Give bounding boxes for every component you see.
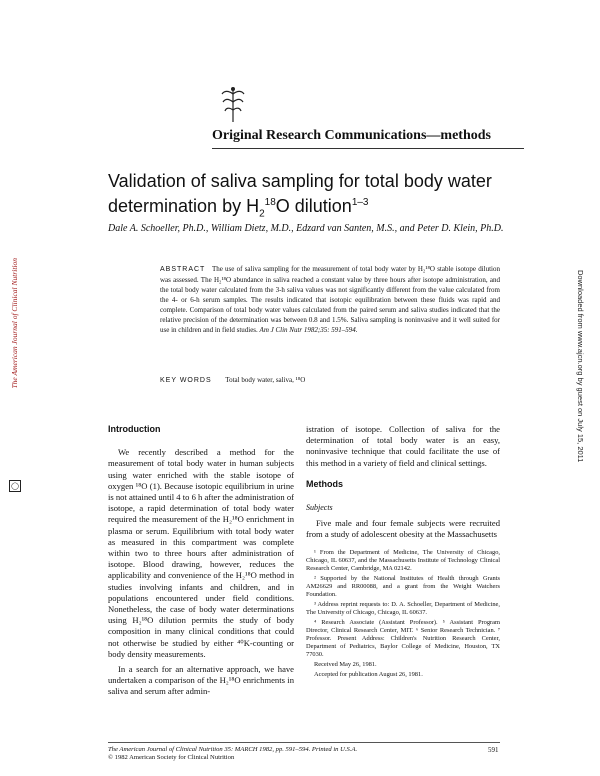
abstract-text: The use of saliva sampling for the measurement of total body water by H₂¹⁸O stable isotope dilution was assessed. The H₂¹⁸O abundance in saliva reached a constant value by three hours after isotope administration, and the total body water calculated from the 3-h saliva values was not significantly different from the value calculated from the 4- or 6-h serum samples. The results indicated that isotopic equilibration between these fluids was rapid and complete. Comparison of total body water values calculated from the paired serum and saliva studies indicated that the relative precision of the determination was between 0.8 and 1.5%. Saliva sampling is noninvasive and it well suited for use in children and in field studies. xyxy=(160,265,501,334)
page-footer xyxy=(108,746,508,762)
footnote: Accepted for publication August 26, 1981. xyxy=(314,670,423,678)
subjects-heading: Subjects xyxy=(306,503,333,513)
title-tail: O dilution xyxy=(275,196,352,216)
footnote: ⁴ Research Associate (Assistant Professor). ⁵ Assistant Program Director, Clinical Research Center, MIT. ⁶ Senior Research Technician. ⁷ Professor. Present Address: Children's Nutrition Research Center, Department of Pediatrics, Baylor College of Medicine, Houston, TX 77030. xyxy=(306,618,500,658)
column-right xyxy=(306,424,500,681)
title-iso-sup: 18 xyxy=(264,197,276,208)
article-title xyxy=(108,170,528,226)
title-refs: 1–3 xyxy=(351,197,369,208)
footnote: ¹ From the Department of Medicine, The University of Chicago, Chicago, IL 60637, and the Massachusetts Institute of Technology Clinical Research Center, Cambridge, MA 02142. xyxy=(306,548,500,572)
intro-continuation: istration of isotope. Collection of saliva for the determination of total body water is an easy, noninvasive technique that could facilitate the use of this method in a variety of field and clinical settings. xyxy=(306,424,500,468)
intro-paragraph: We recently described a method for the measurement of total body water in human subjects using water enriched with the stable isotope of oxygen ¹⁸O (1). Because isotopic equilibrium in urine is not attained until 4 to 6 h after the administration of isotope, a rapid determination of total body water required the measurement of the H₂¹⁸O enrichment in plasma or serum. Equilibrium with total body water as measured in this compartment was complete within two to three hours after administration of isotope. Blood drawing, however, reduces the applicability and convenience of the H₂¹⁸O method in studies involving infants and children, and in populations encountered under field conditions. Nonetheless, the case of body water determinations using H₂¹⁸O dilution permits the study of body composition in many clinical conditions that could not otherwise be studied by either ⁴⁰K-counting or body density measurements. xyxy=(108,447,294,659)
title-main: Validation of saliva sampling for total body water determination by H xyxy=(108,171,492,216)
footnote: Received May 26, 1981. xyxy=(314,660,377,668)
footnote: ² Supported by the National Institutes of Health through Grants AM26629 and RR00088, and a grant from the Weight Watchers Foundation. xyxy=(306,574,500,598)
introduction-heading: Introduction xyxy=(108,424,161,434)
title-iso-sub: 2 xyxy=(259,208,265,220)
section-heading: Original Research Communications—methods xyxy=(212,128,491,143)
open-access-icon: ◯ xyxy=(9,480,21,492)
keywords xyxy=(160,376,500,384)
footnote: ³ Address reprint requests to: D. A. Schoeller, Department of Medicine, The University of Chicago, Chicago, IL 60637. xyxy=(306,600,500,616)
section-rule xyxy=(212,148,524,149)
journal-sidebar-text: The American Journal of Clinical Nutrition xyxy=(10,258,19,389)
footer-copyright: © 1982 American Society for Clinical Nutrition xyxy=(108,754,235,761)
journal-logo-icon xyxy=(218,84,248,124)
abstract-label: ABSTRACT xyxy=(160,266,206,273)
footnotes xyxy=(306,549,500,679)
page-number: 591 xyxy=(488,746,499,754)
keywords-label: KEY WORDS xyxy=(160,377,212,384)
footer-journal: The American Journal of Clinical Nutrition 35: MARCH 1982, pp. 591–594. Printed in U.S.A. xyxy=(108,746,358,753)
subjects-paragraph: Five male and four female subjects were recruited from a study of adolescent obesity at the Massachusetts xyxy=(306,518,500,540)
column-left xyxy=(108,424,294,702)
abstract-citation: Am J Clin Nutr 1982;35: 591–594. xyxy=(259,326,358,334)
abstract xyxy=(160,264,500,335)
download-watermark: Downloaded from www.ajcn.org by guest on July 15, 2011 xyxy=(576,270,585,463)
intro-paragraph: In a search for an alternative approach, we have undertaken a comparison of the H₂¹⁸O enrichments in saliva and serum after admin- xyxy=(108,664,294,697)
keywords-text: Total body water, saliva, ¹⁸O xyxy=(225,376,306,384)
footer-rule xyxy=(108,742,500,743)
authors: Dale A. Schoeller, Ph.D., William Dietz, M.D., Edzard van Santen, M.S., and Peter D. Klein, Ph.D. xyxy=(108,223,504,234)
methods-heading: Methods xyxy=(306,478,343,489)
